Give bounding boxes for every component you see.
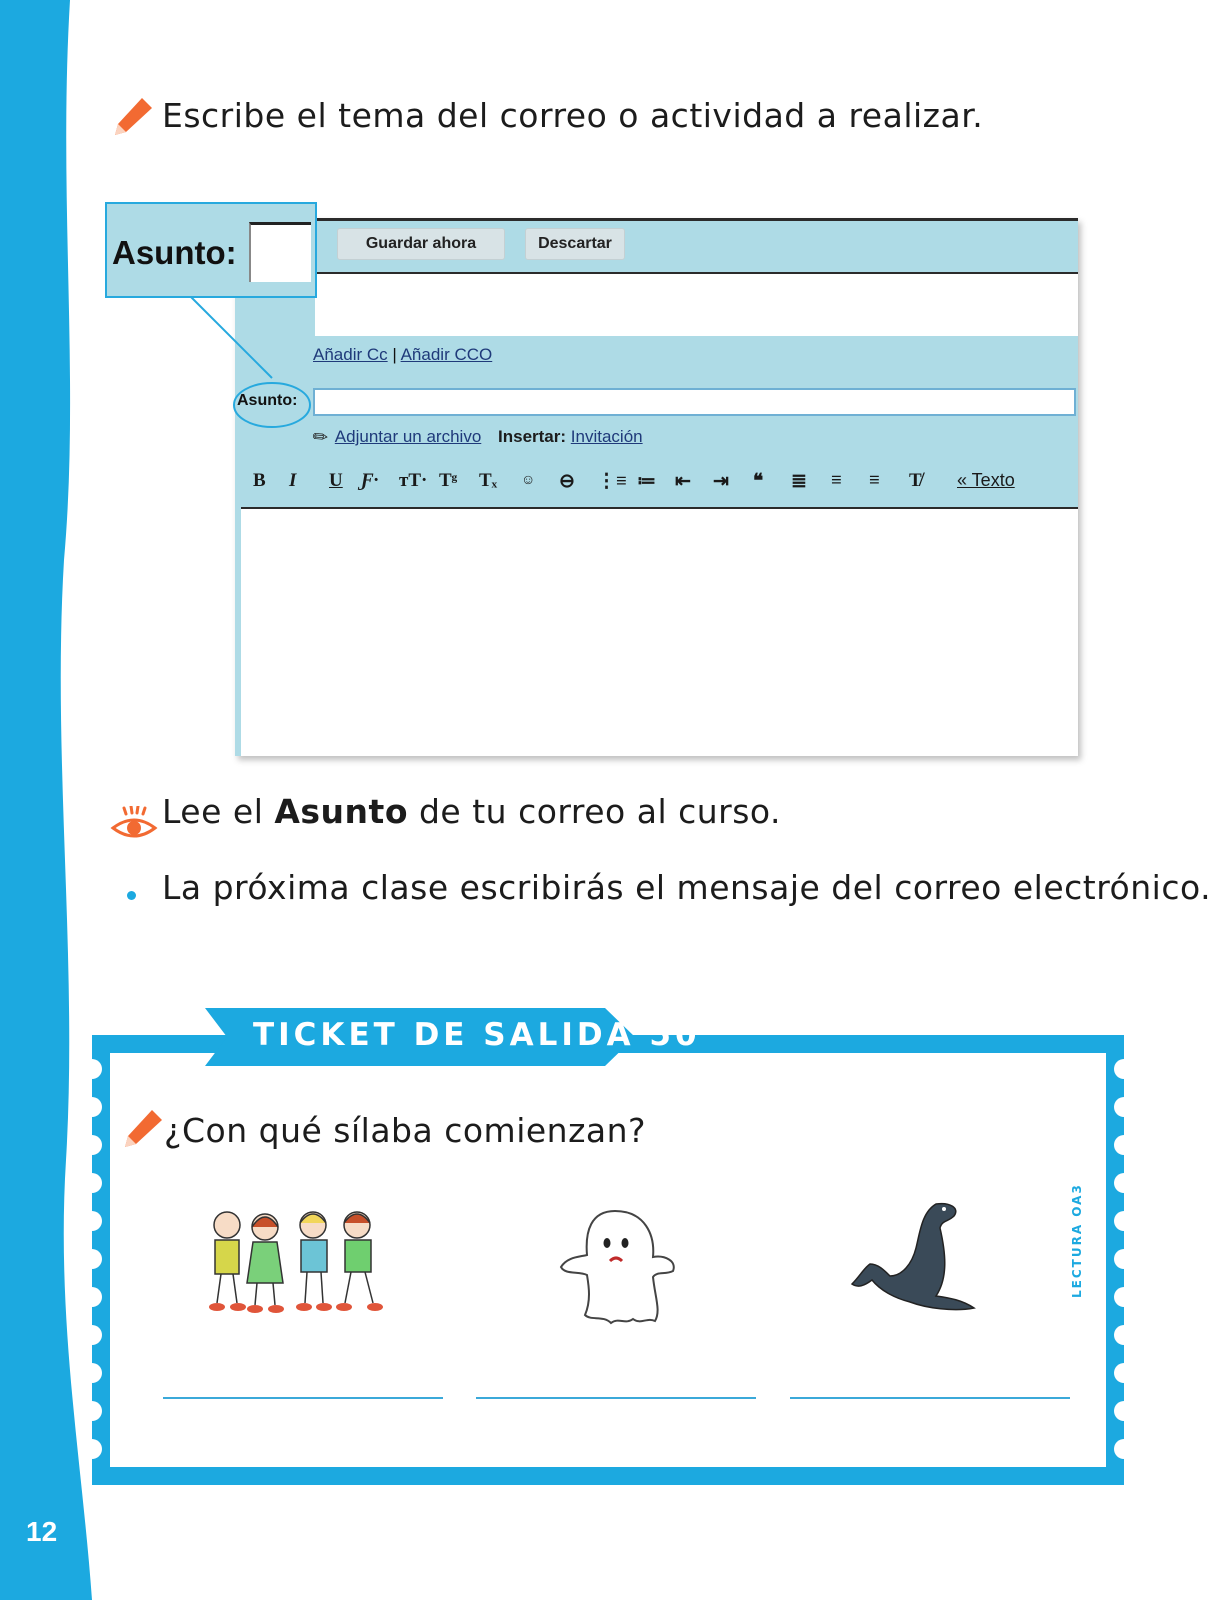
answer-line-2[interactable] [476,1397,756,1399]
add-bcc-link[interactable]: Añadir CCO [400,345,493,364]
save-now-button[interactable]: Guardar ahora [337,228,505,260]
subject-zoom-callout [105,202,317,298]
bullet-dot [127,891,136,900]
instruction-read-subject [162,792,781,831]
ticket-title: TICKET DE SALIDA 50 [253,1017,701,1053]
align-left-button[interactable]: ≣ [791,471,807,492]
message-body-editor[interactable] [241,507,1078,756]
bold-button[interactable]: B [253,470,266,491]
subject-code-label: LECTURA OA3 [1070,1183,1084,1298]
read-suffix: de tu correo al curso. [408,792,782,831]
children-picture [205,1205,400,1320]
pencil-icon [122,1108,164,1148]
plain-text-link[interactable]: « Texto [957,470,1015,490]
read-bold: Asunto [274,792,408,831]
add-cc-link[interactable]: Añadir Cc [313,345,388,364]
side-band [0,0,100,1600]
zoom-subject-label: Asunto: [112,234,237,271]
outdent-button[interactable]: ⇤ [675,471,691,492]
attach-file-link[interactable]: Adjuntar un archivo [334,427,482,446]
cc-separator: | [392,345,397,364]
page-number: 12 [26,1516,58,1547]
font-button[interactable]: Ƒ· [361,470,379,491]
text-color-button[interactable]: Tᵍ [439,470,458,491]
discard-button[interactable]: Descartar [525,228,625,260]
recipients-field[interactable] [315,272,1078,336]
subject-label: Asunto: [237,392,298,409]
cc-row [313,345,492,365]
zoom-subject-input [249,222,311,282]
font-size-button[interactable]: ᴛT· [399,470,428,491]
eye-icon [110,806,158,840]
format-toolbar [253,468,1073,498]
emoji-button[interactable]: ☺ [521,473,536,488]
attach-row [308,424,643,450]
link-button[interactable]: ⊖ [559,471,575,492]
align-center-button[interactable]: ≡ [831,470,842,491]
subject-input[interactable] [313,388,1076,416]
remove-format-button[interactable]: T̸ [909,470,922,491]
invitation-link[interactable]: Invitación [570,427,643,446]
answer-line-3[interactable] [790,1397,1070,1399]
bulleted-list-button[interactable]: ≔ [637,471,656,492]
italic-button[interactable]: I [289,470,297,491]
underline-button[interactable]: U [329,470,343,491]
sea-lion-picture [850,1198,990,1318]
insert-label: Insertar: [498,427,567,446]
ticket-question: ¿Con qué sílaba comienzan? [164,1111,647,1150]
ghost-picture [555,1205,680,1330]
align-right-button[interactable]: ≡ [869,470,880,491]
pencil-icon [112,96,154,136]
read-prefix: Lee el [162,792,275,831]
instruction-write-subject: Escribe el tema del correo o actividad a realizar. [162,96,984,135]
numbered-list-button[interactable]: ⋮≡ [597,471,627,492]
email-compose-screenshot [235,218,1078,756]
instruction-next-class: La próxima clase escribirás el mensaje del correo electrónico. [162,868,1212,907]
paperclip-icon: ✎ [308,424,333,450]
highlight-button[interactable]: Tₓ [479,470,498,491]
answer-line-1[interactable] [163,1397,443,1399]
quote-button[interactable]: ❝ [753,471,764,492]
indent-button[interactable]: ⇥ [713,471,729,492]
callout-connector [160,280,320,430]
